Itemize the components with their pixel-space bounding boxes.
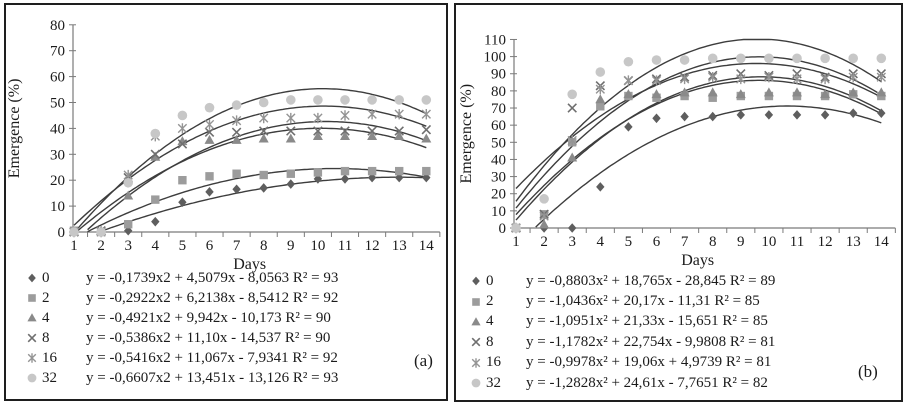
y-tick-label: 90 bbox=[491, 66, 506, 83]
triangle-marker bbox=[421, 134, 431, 143]
x-tick-label: 8 bbox=[259, 238, 268, 254]
diamond-marker bbox=[793, 110, 801, 120]
y-tick-label: 30 bbox=[491, 169, 506, 186]
legend-treatment-label: 4 bbox=[486, 313, 494, 330]
x-marker bbox=[568, 104, 576, 112]
figure-panel-b bbox=[454, 3, 903, 402]
star-marker bbox=[28, 353, 36, 363]
circle-marker bbox=[539, 194, 549, 204]
legend-a bbox=[24, 268, 439, 388]
star-marker bbox=[680, 74, 688, 84]
legend-item-4 bbox=[468, 312, 896, 332]
star-marker bbox=[422, 109, 430, 119]
diamond-marker bbox=[341, 174, 349, 184]
circle-marker bbox=[820, 54, 830, 64]
x-tick-label: 9 bbox=[737, 234, 745, 250]
x-tick-label: 11 bbox=[789, 234, 805, 250]
y-tick-label: 10 bbox=[50, 199, 65, 216]
square-legend-icon bbox=[24, 290, 42, 306]
legend-treatment-label: 2 bbox=[486, 293, 494, 310]
circle-marker bbox=[286, 95, 296, 105]
square-marker bbox=[232, 170, 240, 178]
circle-marker bbox=[69, 227, 79, 237]
square-marker bbox=[151, 195, 159, 203]
x-tick-label: 1 bbox=[512, 234, 520, 250]
circle-marker bbox=[652, 55, 662, 65]
circle-marker bbox=[340, 95, 350, 105]
regression-equation: y = -0,9978x² + 19,06x + 4,9739 R² = 81 bbox=[526, 354, 772, 371]
legend-item-0 bbox=[24, 268, 439, 288]
star-marker bbox=[260, 113, 268, 123]
square-marker bbox=[287, 170, 295, 178]
x-legend-icon bbox=[24, 330, 42, 346]
star-marker bbox=[737, 74, 745, 84]
diamond-marker bbox=[568, 223, 576, 233]
fit-curves bbox=[74, 89, 426, 232]
y-tick-label: 60 bbox=[50, 69, 65, 86]
star-marker bbox=[368, 109, 376, 119]
circle-legend-icon bbox=[24, 370, 42, 386]
star-marker bbox=[232, 115, 240, 125]
diamond-marker bbox=[151, 217, 159, 227]
y-tick-label: 40 bbox=[491, 152, 506, 169]
x-marker bbox=[28, 334, 36, 342]
x-tick-label: 11 bbox=[337, 238, 353, 254]
x-tick-label: 1 bbox=[70, 238, 78, 254]
x-tick-label: 2 bbox=[97, 238, 105, 254]
star-marker bbox=[287, 113, 295, 123]
diamond-marker bbox=[596, 182, 604, 192]
diamond-marker bbox=[205, 187, 213, 197]
y-tick-label: 70 bbox=[50, 43, 65, 60]
circle-marker bbox=[680, 55, 690, 65]
square-marker bbox=[124, 220, 132, 228]
star-marker bbox=[205, 119, 213, 129]
legend-item-2 bbox=[468, 291, 896, 311]
circle-legend-icon bbox=[468, 375, 486, 391]
circle-marker bbox=[848, 54, 858, 64]
y-tick-label: 40 bbox=[50, 121, 65, 138]
circle-marker bbox=[151, 129, 161, 139]
circle-marker bbox=[367, 95, 377, 105]
regression-equation: y = -0,2922x2 + 6,2138x - 8,5412 R² = 92 bbox=[86, 289, 339, 306]
square-marker bbox=[205, 172, 213, 180]
regression-equation: y = -0,1739x2 + 4,5079x - 8,0563 R² = 93 bbox=[86, 269, 339, 286]
series-0 bbox=[512, 108, 886, 232]
square-legend-icon bbox=[468, 294, 486, 310]
circle-marker bbox=[313, 95, 323, 105]
triangle-marker bbox=[27, 313, 36, 321]
y-tick-label: 50 bbox=[50, 95, 65, 112]
fit-curve-16 bbox=[516, 64, 881, 189]
x-tick-label: 10 bbox=[310, 238, 326, 254]
panel-label-b: (b) bbox=[858, 362, 878, 381]
y-tick-label: 0 bbox=[498, 221, 506, 237]
legend-treatment-label: 32 bbox=[486, 374, 501, 391]
square-marker bbox=[260, 171, 268, 179]
legend-item-16 bbox=[24, 348, 439, 368]
circle-marker bbox=[232, 100, 242, 110]
circle-marker bbox=[567, 90, 577, 100]
circle-marker bbox=[178, 111, 188, 121]
regression-equation: y = -0,5386x2 + 11,10x - 14,537 R² = 90 bbox=[86, 329, 331, 346]
y-axis-title: Emergence (%) bbox=[6, 78, 23, 179]
x-tick-label: 3 bbox=[124, 238, 132, 254]
legend-item-16 bbox=[468, 353, 896, 373]
star-marker bbox=[341, 110, 349, 120]
legend-b bbox=[468, 271, 896, 393]
legend-item-32 bbox=[24, 368, 439, 388]
x-tick-label: 5 bbox=[178, 238, 187, 254]
circle-marker bbox=[877, 54, 887, 64]
y-tick-label: 80 bbox=[50, 17, 65, 34]
y-tick-label: 30 bbox=[50, 147, 65, 164]
x-tick-label: 6 bbox=[205, 238, 214, 254]
x-tick-label: 4 bbox=[151, 238, 160, 254]
fit-curves bbox=[516, 40, 881, 228]
legend-item-32 bbox=[468, 373, 896, 393]
star-legend-icon bbox=[468, 355, 486, 371]
square-marker bbox=[395, 167, 403, 175]
triangle-marker bbox=[708, 87, 718, 96]
diamond-marker bbox=[737, 110, 745, 120]
square-marker bbox=[178, 176, 186, 184]
legend-item-2 bbox=[24, 288, 439, 308]
triangle-legend-icon bbox=[468, 314, 486, 330]
diamond-marker bbox=[821, 110, 829, 120]
x-axis-title: Days bbox=[233, 256, 267, 273]
legend-item-8 bbox=[468, 332, 896, 352]
x-tick-label: 9 bbox=[287, 238, 295, 254]
regression-equation: y = -1,0436x² + 20,17x - 11,31 R² = 85 bbox=[526, 293, 760, 310]
diamond-marker bbox=[652, 114, 660, 124]
x-tick-label: 13 bbox=[845, 234, 861, 250]
legend-item-4 bbox=[24, 308, 439, 328]
circle-marker bbox=[708, 54, 718, 64]
x-tick-label: 5 bbox=[624, 234, 633, 250]
x-tick-label: 3 bbox=[568, 234, 576, 250]
legend-treatment-label: 4 bbox=[42, 309, 50, 326]
legend-treatment-label: 32 bbox=[42, 369, 57, 386]
square-marker bbox=[472, 298, 480, 306]
x-marker bbox=[472, 339, 480, 347]
star-marker bbox=[178, 123, 186, 133]
x-tick-label: 14 bbox=[418, 238, 434, 254]
x-tick-label: 14 bbox=[873, 234, 889, 250]
y-tick-label: 70 bbox=[491, 101, 506, 118]
circle-marker bbox=[511, 223, 521, 233]
legend-treatment-label: 2 bbox=[42, 289, 50, 306]
regression-equation: y = -0,6607x2 + 13,451x - 13,126 R² = 93 bbox=[86, 369, 339, 386]
diamond-marker bbox=[287, 179, 295, 189]
diamond-marker bbox=[260, 183, 268, 193]
legend-item-8 bbox=[24, 328, 439, 348]
circle-marker bbox=[422, 95, 432, 105]
square-marker bbox=[368, 167, 376, 175]
x-tick-label: 12 bbox=[817, 234, 833, 250]
regression-equation: y = -1,0951x² + 21,33x - 15,651 R² = 85 bbox=[526, 313, 768, 330]
x-tick-label: 13 bbox=[391, 238, 407, 254]
star-marker bbox=[472, 358, 480, 368]
circle-marker bbox=[764, 54, 774, 64]
star-legend-icon bbox=[24, 350, 42, 366]
legend-treatment-label: 16 bbox=[42, 349, 57, 366]
figure-panel-a bbox=[4, 3, 448, 401]
circle-marker bbox=[28, 374, 37, 383]
diamond-marker bbox=[709, 112, 717, 122]
y-tick-label: 110 bbox=[484, 32, 506, 49]
circle-marker bbox=[123, 178, 133, 188]
y-tick-label: 80 bbox=[491, 83, 506, 100]
circle-marker bbox=[259, 98, 269, 108]
x-tick-label: 10 bbox=[761, 234, 777, 250]
square-marker bbox=[314, 168, 322, 176]
y-tick-label: 50 bbox=[491, 135, 506, 152]
triangle-marker bbox=[595, 94, 605, 103]
circle-marker bbox=[792, 54, 802, 64]
legend-treatment-label: 0 bbox=[486, 272, 494, 289]
regression-equation: y = -1,1782x² + 22,754x - 9,9808 R² = 81 bbox=[526, 333, 776, 350]
x-tick-label: 7 bbox=[680, 234, 689, 250]
x-tick-label: 7 bbox=[232, 238, 241, 254]
fit-curve-32 bbox=[77, 89, 427, 230]
legend-treatment-label: 16 bbox=[486, 354, 501, 371]
y-tick-label: 60 bbox=[491, 118, 506, 135]
regression-equation: y = -0,8803x² + 18,765x - 28,845 R² = 89 bbox=[526, 272, 776, 289]
circle-marker bbox=[205, 103, 215, 113]
square-marker bbox=[341, 167, 349, 175]
circle-marker bbox=[394, 95, 404, 105]
x-legend-icon bbox=[468, 334, 486, 350]
x-tick-label: 2 bbox=[540, 234, 548, 250]
diamond-marker bbox=[472, 277, 480, 286]
diamond-marker bbox=[849, 108, 857, 118]
legend-treatment-label: 0 bbox=[42, 269, 50, 286]
circle-marker bbox=[596, 67, 606, 77]
y-tick-label: 0 bbox=[57, 225, 65, 241]
star-marker bbox=[821, 74, 829, 84]
diamond-marker bbox=[624, 122, 632, 132]
x-axis-title: Days bbox=[681, 252, 715, 269]
y-axis-title: Emergence (%) bbox=[458, 83, 475, 184]
star-marker bbox=[314, 113, 322, 123]
circle-marker bbox=[96, 227, 106, 237]
y-tick-label: 10 bbox=[491, 203, 506, 220]
star-marker bbox=[395, 109, 403, 119]
regression-equation: y = -1,2828x² + 24,61x - 7,7651 R² = 82 bbox=[526, 374, 768, 391]
star-marker bbox=[652, 75, 660, 85]
diamond-marker bbox=[765, 110, 773, 120]
star-marker bbox=[709, 72, 717, 82]
star-marker bbox=[624, 75, 632, 85]
regression-equation: y = -0,5416x2 + 11,067x - 7,9341 R² = 92 bbox=[86, 349, 338, 366]
square-marker bbox=[596, 102, 604, 110]
x-tick-label: 12 bbox=[364, 238, 380, 254]
fit-curve-0 bbox=[536, 106, 882, 227]
axes bbox=[458, 32, 895, 269]
circle-marker bbox=[624, 57, 634, 67]
square-marker bbox=[28, 294, 36, 302]
diamond-marker bbox=[28, 274, 36, 283]
diamond-legend-icon bbox=[24, 270, 42, 286]
y-tick-label: 20 bbox=[491, 186, 506, 203]
x-tick-label: 8 bbox=[708, 234, 717, 250]
legend-treatment-label: 8 bbox=[42, 329, 50, 346]
circle-marker bbox=[472, 379, 481, 388]
series-32 bbox=[511, 54, 886, 233]
y-tick-label: 100 bbox=[483, 49, 506, 66]
x-marker bbox=[422, 125, 430, 133]
x-tick-label: 6 bbox=[652, 234, 661, 250]
triangle-legend-icon bbox=[24, 310, 42, 326]
circle-marker bbox=[736, 54, 746, 64]
diamond-marker bbox=[680, 112, 688, 122]
diamond-legend-icon bbox=[468, 273, 486, 289]
square-marker bbox=[422, 167, 430, 175]
x-tick-label: 4 bbox=[596, 234, 605, 250]
legend-item-0 bbox=[468, 271, 896, 291]
panel-label-a: (a) bbox=[414, 351, 433, 370]
fit-curve-16 bbox=[74, 106, 426, 225]
regression-equation: y = -0,4921x2 + 9,942x - 10,173 R² = 90 bbox=[86, 309, 331, 326]
series-16 bbox=[70, 109, 431, 237]
legend-treatment-label: 8 bbox=[486, 333, 494, 350]
triangle-marker bbox=[471, 317, 480, 325]
y-tick-label: 20 bbox=[50, 173, 65, 190]
